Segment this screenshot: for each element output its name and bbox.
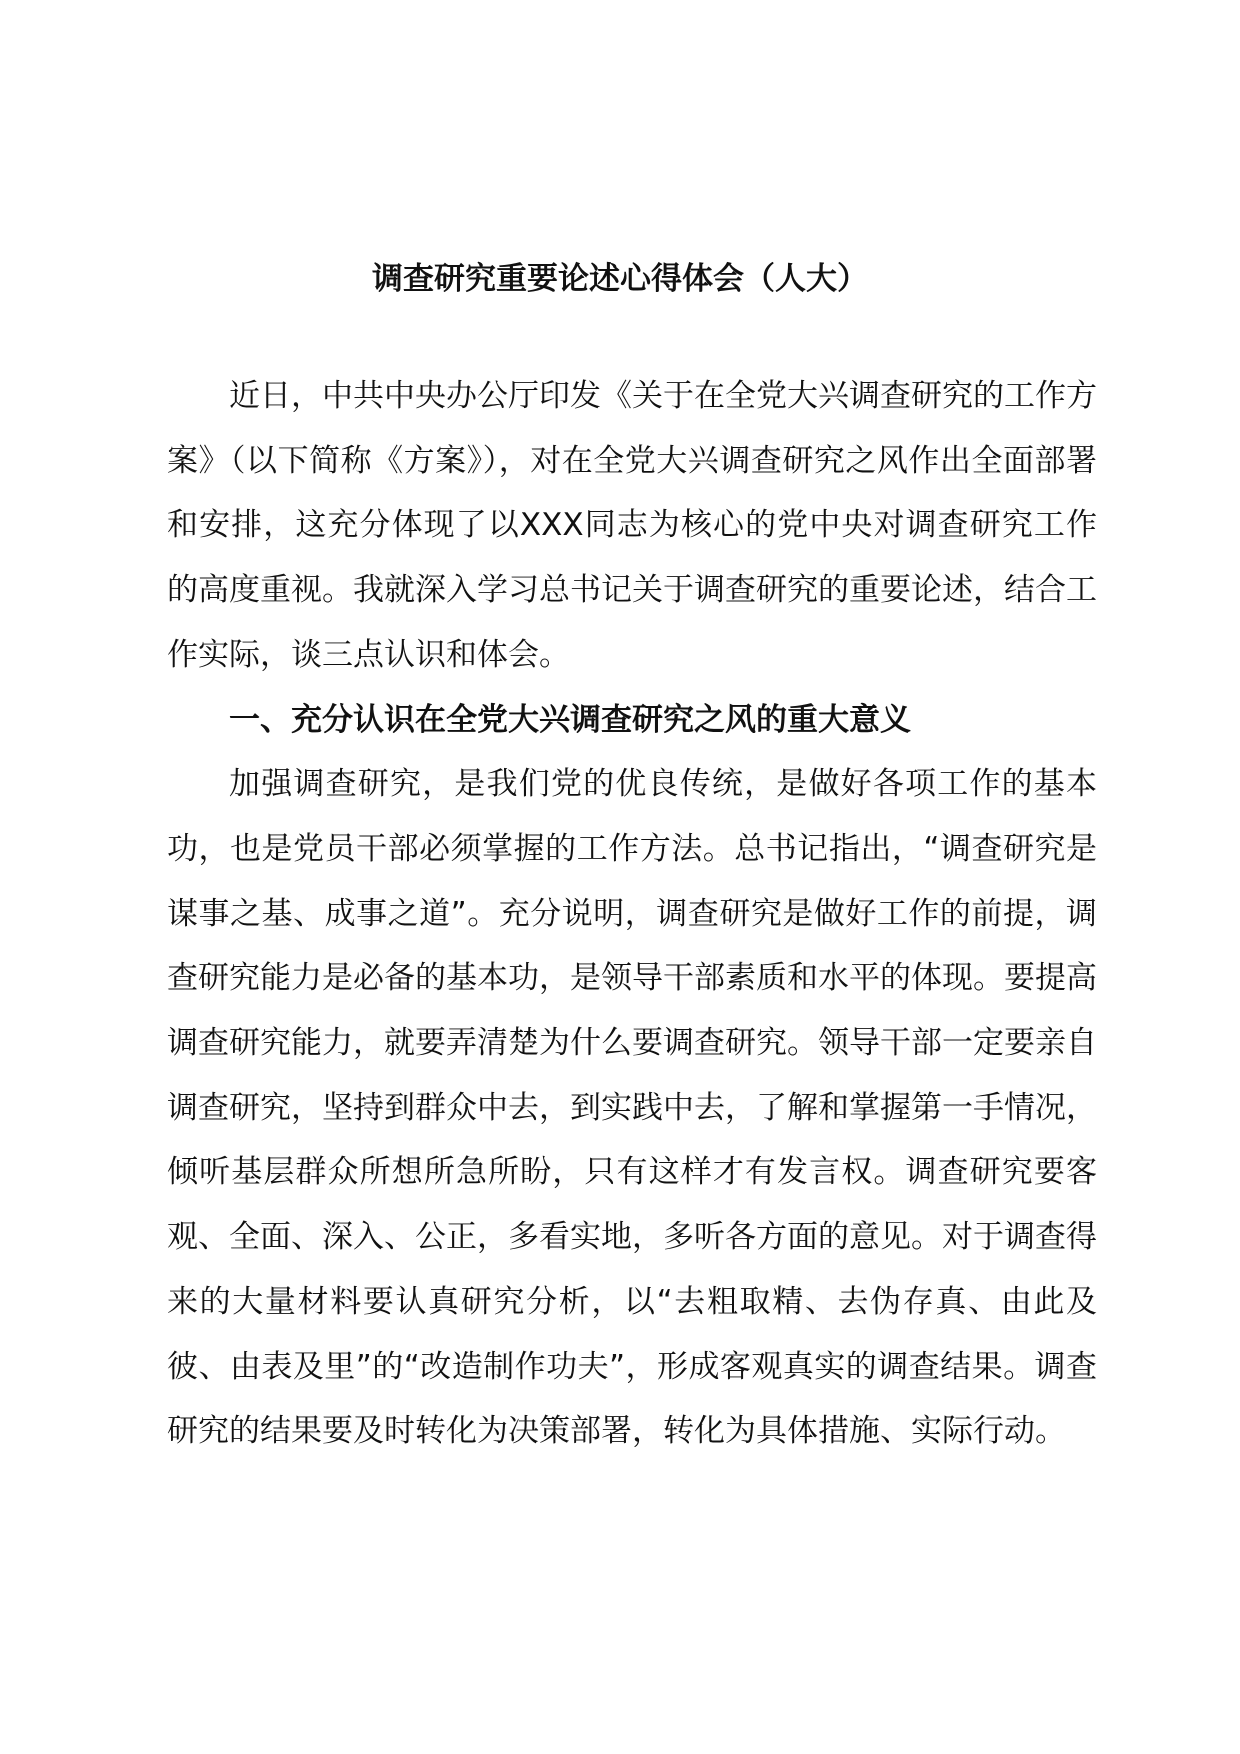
intro-paragraph: 近日，中共中央办公厅印发《关于在全党大兴调查研究的工作方案》（以下简称《方案》），对在全党大兴调查研究之风作出全面部署和安排，这充分体现了以XXX同志为核心的党中央对调查研究工作的高度重视。我就深入学习总书记关于调查研究的重要论述，结合工作实际，谈三点认识和体会。 (167, 378, 1097, 673)
document-body (167, 364, 1097, 1464)
section-heading-1: 一、充分认识在全党大兴调查研究之风的重大意义 (229, 701, 911, 738)
section-1-paragraph: 加强调查研究，是我们党的优良传统，是做好各项工作的基本功，也是党员干部必须掌握的工作方法。总书记指出，“调查研究是谋事之基、成事之道”。充分说明，调查研究是做好工作的前提，调查研究能力是必备的基本功，是领导干部素质和水平的体现。要提高调查研究能力，就要弄清楚为什么要调查研究。领导干部一定要亲自调查研究，坚持到群众中去，到实践中去，了解和掌握第一手情况，倾听基层群众所想所急所盼，只有这样才有发言权。调查研究要客观、全面、深入、公正，多看实地，多听各方面的意见。对于调查得来的大量材料要认真研究分析，以“去粗取精、去伪存真、由此及彼、由表及里”的“改造制作功夫”，形成客观真实的调查结果。调查研究的结果要及时转化为决策部署，转化为具体措施、实际行动。 (167, 766, 1097, 1450)
document-title: 调查研究重要论述心得体会（人大） (372, 261, 868, 297)
